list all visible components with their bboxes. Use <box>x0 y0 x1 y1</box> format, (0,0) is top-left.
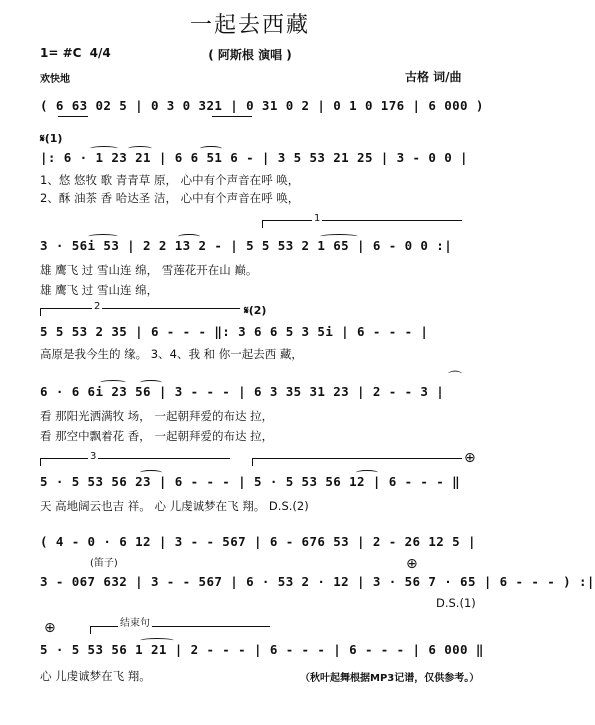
system-1-notes: ( 6 63 02 5 | 0 3 0 321 | 0 31 0 2 | 0 1 0 176 | 6 000 ) <box>40 98 484 113</box>
segno-sign-1: 𝄋(1) <box>40 132 63 145</box>
slur <box>140 380 162 385</box>
system-4-lyric-1: 高原是我今生的 缘。 3、4、我 和 你一起去西 藏， <box>40 347 303 361</box>
volta-3-label: 3 <box>90 451 97 462</box>
system-2-lyric-1: 1、悠 悠牧 歌 青青草 原， 心中有个声音在呼 唤， <box>40 173 300 187</box>
system-2-notes: |: 6 · 1 23 21 | 6 6 51 6 - | 3 5 53 21 25 | 3 - 0 0 | <box>40 150 468 165</box>
volta-bracket-edge <box>40 458 41 466</box>
system-8-notes: 3 - 067 632 | 3 - - 567 | 6 · 53 2 · 12 | 3 · 56 7 · 65 | 6 - - - ) :| <box>40 574 595 589</box>
volta-bracket-1 <box>262 220 462 221</box>
slur <box>128 146 152 151</box>
system-7-notes: ( 4 - 0 · 6 12 | 3 - - 567 | 6 - 676 53 | 2 - 26 12 5 | <box>40 534 476 549</box>
underline <box>58 116 88 117</box>
system-5-lyric-1: 看 那阳光洒满牧 场， 一起朝拜爱的布达 拉， <box>40 409 274 423</box>
slur <box>178 234 200 239</box>
volta-bracket-3 <box>40 458 230 459</box>
lyricist-composer: 古格 词/曲 <box>405 70 462 84</box>
slur <box>140 470 162 475</box>
system-3-lyric-2: 雄 鹰飞 过 雪山连 绵， <box>40 283 159 297</box>
underline <box>212 116 252 117</box>
system-5-lyric-2: 看 那空中飘着花 香， 一起朝拜爱的布达 拉， <box>40 429 274 443</box>
slur <box>320 234 358 239</box>
slur <box>88 234 118 239</box>
system-4-notes: 5 5 53 2 35 | 6 - - - ‖: 3 6 6 5 3 5i | 6 - - - | <box>40 324 429 339</box>
slur <box>356 470 378 475</box>
key-label: 1= #C <box>40 46 82 60</box>
system-5-notes: 6 · 6 6i 23 56 | 3 - - - | 6 3 35 31 23 | 2 - - 3 | <box>40 384 445 399</box>
system-9-notes: 5 · 5 53 56 1 21 | 2 - - - | 6 - - - | 6 - - - | 6 000 ‖ <box>40 642 484 657</box>
ending-bracket <box>90 626 270 627</box>
transcription-note: （秋叶起舞根据MP3记谱，仅供参考。） <box>300 673 480 684</box>
ending-bracket-edge <box>90 626 91 634</box>
volta-bracket-edge <box>262 220 263 228</box>
instrument-label: (笛子) <box>90 558 118 569</box>
system-6-notes: 5 · 5 53 56 23 | 6 - - - | 5 · 5 53 56 12 | 6 - - - ‖ <box>40 474 461 489</box>
system-3-lyric-1: 雄 鹰飞 过 雪山连 绵， 雪莲花开在山 巅。 <box>40 263 258 277</box>
volta-bracket-edge <box>40 308 41 316</box>
performer-credit: ( 阿斯根 演唱 ) <box>208 48 292 62</box>
tempo-marking: 欢快地 <box>40 74 70 85</box>
coda-sign-icon: ⊕ <box>464 450 476 466</box>
segno-sign-2: 𝄋(2) <box>244 304 267 317</box>
ending-label: 结束句 <box>118 614 152 629</box>
system-2-lyric-2: 2、酥 油茶 香 哈达圣 洁， 心中有个声音在呼 唤， <box>40 191 300 205</box>
system-6-lyric-1: 天 高地阔云也吉 祥。 心 儿虔诚梦在飞 翔。 D.S.(2) <box>40 499 309 513</box>
time-signature: 4/4 <box>89 46 111 60</box>
system-9-lyric-1: 心 儿虔诚梦在飞 翔。 <box>40 669 151 683</box>
volta-1-label: 1 <box>314 213 321 224</box>
slur <box>140 638 174 643</box>
slur <box>100 380 126 385</box>
key-signature <box>40 46 111 60</box>
song-title: 一起去西藏 <box>189 13 310 38</box>
volta-2-label: 2 <box>94 301 101 312</box>
slur <box>90 146 118 151</box>
coda-sign-icon: ⊕ <box>406 556 418 572</box>
volta-bracket-edge <box>252 458 253 466</box>
coda-sign-icon: ⊕ <box>44 620 56 636</box>
breath-mark-icon: ⌒ <box>448 371 462 387</box>
dal-segno-1: D.S.(1) <box>436 596 476 610</box>
slur <box>200 146 222 151</box>
volta-bracket-2 <box>40 308 240 309</box>
volta-bracket-4 <box>252 458 462 459</box>
system-3-notes: 3 · 56i 53 | 2 2 13 2 - | 5 5 53 2 1 65 | 6 - 0 0 :| <box>40 238 453 253</box>
